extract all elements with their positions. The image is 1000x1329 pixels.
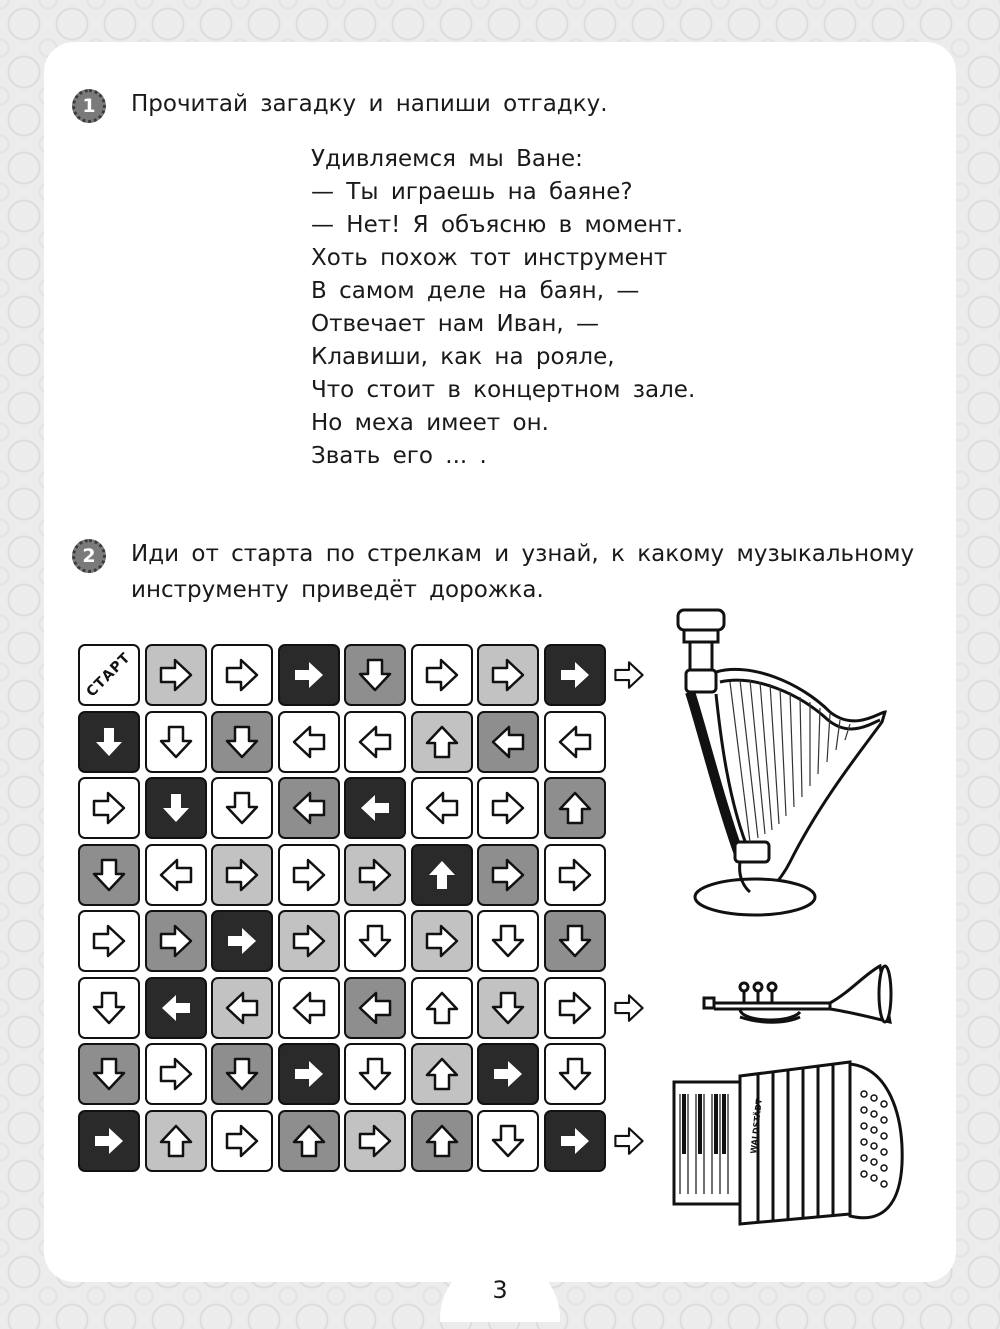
arrow-up-icon bbox=[422, 855, 462, 895]
arrow-cell bbox=[411, 844, 473, 906]
arrow-up-icon bbox=[422, 1054, 462, 1094]
arrow-cell bbox=[278, 777, 340, 839]
arrow-cell bbox=[544, 1043, 606, 1105]
arrow-right-icon bbox=[89, 788, 129, 828]
poem-line: Отвечает нам Иван, — bbox=[311, 311, 600, 337]
arrow-cell bbox=[211, 644, 273, 706]
poem-line: В самом деле на баян, — bbox=[311, 278, 640, 304]
accordion-image bbox=[668, 1054, 908, 1244]
arrow-right-icon bbox=[89, 921, 129, 961]
arrow-cell bbox=[477, 844, 539, 906]
arrow-left-icon bbox=[222, 988, 262, 1028]
arrow-cell bbox=[78, 711, 140, 773]
arrow-cell bbox=[278, 644, 340, 706]
arrow-left-icon bbox=[355, 788, 395, 828]
arrow-cell bbox=[145, 977, 207, 1039]
arrow-cell bbox=[544, 777, 606, 839]
arrow-cell bbox=[344, 1043, 406, 1105]
arrow-right-icon bbox=[355, 1121, 395, 1161]
arrow-left-icon bbox=[555, 722, 595, 762]
arrow-up-icon bbox=[422, 988, 462, 1028]
arrow-down-icon bbox=[89, 722, 129, 762]
arrow-cell bbox=[411, 977, 473, 1039]
arrow-cell bbox=[78, 977, 140, 1039]
arrow-down-icon bbox=[488, 988, 528, 1028]
poem-line: Что стоит в концертном зале. bbox=[311, 377, 696, 403]
arrow-cell bbox=[544, 910, 606, 972]
arrow-cell bbox=[344, 1110, 406, 1172]
arrow-down-icon bbox=[488, 921, 528, 961]
poem-line: Звать его ... . bbox=[311, 443, 487, 469]
arrow-cell bbox=[145, 1043, 207, 1105]
arrow-down-icon bbox=[355, 921, 395, 961]
poem-line: Удивляемся мы Ване: bbox=[311, 146, 583, 172]
arrow-cell bbox=[145, 844, 207, 906]
task-1-badge: 1 bbox=[72, 89, 106, 123]
arrow-cell bbox=[211, 910, 273, 972]
arrow-right-icon bbox=[156, 921, 196, 961]
arrow-cell bbox=[211, 777, 273, 839]
arrow-cell bbox=[477, 711, 539, 773]
arrow-cell bbox=[477, 977, 539, 1039]
arrow-right-icon bbox=[488, 855, 528, 895]
arrow-cell bbox=[344, 977, 406, 1039]
arrow-right-icon bbox=[289, 855, 329, 895]
arrow-cell bbox=[145, 1110, 207, 1172]
arrow-cell bbox=[145, 711, 207, 773]
riddle-poem bbox=[311, 143, 695, 473]
task-2-instruction-line: инструменту приведёт дорожка. bbox=[131, 577, 544, 603]
arrow-left-icon bbox=[289, 722, 329, 762]
arrow-left-icon bbox=[355, 988, 395, 1028]
arrow-right-icon bbox=[555, 655, 595, 695]
arrow-down-icon bbox=[89, 988, 129, 1028]
arrow-right-icon bbox=[488, 788, 528, 828]
task-2-instruction-line: Иди от старта по стрелкам и узнай, к какому музыкальному bbox=[131, 541, 915, 567]
arrow-down-icon bbox=[355, 655, 395, 695]
arrow-right-icon bbox=[289, 655, 329, 695]
arrow-cell bbox=[278, 844, 340, 906]
arrow-cell bbox=[344, 910, 406, 972]
arrow-up-icon bbox=[555, 788, 595, 828]
arrow-cell bbox=[411, 777, 473, 839]
arrow-up-icon bbox=[289, 1121, 329, 1161]
poem-line: — Нет! Я объясню в момент. bbox=[311, 212, 684, 238]
task-1-instruction: Прочитай загадку и напиши отгадку. bbox=[131, 91, 608, 117]
exit-arrow-icon bbox=[612, 658, 646, 692]
arrow-cell bbox=[411, 1043, 473, 1105]
arrow-right-icon bbox=[555, 1121, 595, 1161]
arrow-left-icon bbox=[289, 988, 329, 1028]
arrow-right-icon bbox=[222, 1121, 262, 1161]
arrow-cell bbox=[477, 1043, 539, 1105]
arrow-cell bbox=[78, 777, 140, 839]
start-cell bbox=[78, 644, 140, 706]
arrow-cell bbox=[211, 1110, 273, 1172]
exit-arrow-icon bbox=[612, 991, 646, 1025]
arrow-left-icon bbox=[289, 788, 329, 828]
arrow-cell bbox=[78, 1110, 140, 1172]
arrow-right-icon bbox=[156, 1054, 196, 1094]
arrow-right-icon bbox=[422, 921, 462, 961]
arrow-left-icon bbox=[422, 788, 462, 828]
arrow-cell bbox=[477, 1110, 539, 1172]
poem-line: Клавиши, как на рояле, bbox=[311, 344, 615, 370]
arrow-down-icon bbox=[555, 921, 595, 961]
arrow-right-icon bbox=[488, 1054, 528, 1094]
arrow-cell bbox=[145, 910, 207, 972]
arrow-right-icon bbox=[422, 655, 462, 695]
arrow-cell bbox=[78, 1043, 140, 1105]
arrow-cell bbox=[211, 844, 273, 906]
arrow-right-icon bbox=[555, 988, 595, 1028]
arrow-down-icon bbox=[89, 855, 129, 895]
arrow-cell bbox=[477, 644, 539, 706]
start-label: СТАРТ bbox=[83, 649, 135, 701]
arrow-cell bbox=[411, 910, 473, 972]
arrow-cell bbox=[344, 711, 406, 773]
arrow-cell bbox=[411, 1110, 473, 1172]
arrow-right-icon bbox=[289, 1054, 329, 1094]
arrow-cell bbox=[211, 711, 273, 773]
accordion-brand: WALDSTÄDT bbox=[749, 1098, 764, 1155]
arrow-cell bbox=[344, 844, 406, 906]
arrow-cell bbox=[544, 1110, 606, 1172]
poem-line: — Ты играешь на баяне? bbox=[311, 179, 633, 205]
arrow-cell bbox=[278, 1043, 340, 1105]
arrow-cell bbox=[78, 844, 140, 906]
arrow-right-icon bbox=[355, 855, 395, 895]
arrow-right-icon bbox=[289, 921, 329, 961]
task-2-instruction bbox=[131, 536, 914, 608]
arrow-up-icon bbox=[422, 722, 462, 762]
arrow-left-icon bbox=[488, 722, 528, 762]
arrow-right-icon bbox=[488, 655, 528, 695]
arrow-down-icon bbox=[222, 722, 262, 762]
arrow-cell bbox=[278, 1110, 340, 1172]
arrow-cell bbox=[477, 910, 539, 972]
exit-arrow-icon bbox=[612, 1124, 646, 1158]
arrow-cell bbox=[278, 910, 340, 972]
arrow-right-icon bbox=[555, 855, 595, 895]
arrow-down-icon bbox=[156, 788, 196, 828]
arrow-down-icon bbox=[355, 1054, 395, 1094]
arrow-down-icon bbox=[488, 1121, 528, 1161]
arrow-cell bbox=[411, 644, 473, 706]
arrow-cell bbox=[477, 777, 539, 839]
arrow-right-icon bbox=[156, 655, 196, 695]
arrow-cell bbox=[344, 777, 406, 839]
arrow-cell bbox=[145, 644, 207, 706]
trumpet-image bbox=[700, 962, 895, 1032]
arrow-up-icon bbox=[156, 1121, 196, 1161]
arrow-left-icon bbox=[355, 722, 395, 762]
poem-line: Но меха имеет он. bbox=[311, 410, 549, 436]
arrow-cell bbox=[278, 977, 340, 1039]
arrow-left-icon bbox=[156, 988, 196, 1028]
arrow-down-icon bbox=[222, 788, 262, 828]
arrow-cell bbox=[411, 711, 473, 773]
arrow-cell bbox=[544, 711, 606, 773]
arrow-down-icon bbox=[156, 722, 196, 762]
arrow-cell bbox=[78, 910, 140, 972]
arrow-up-icon bbox=[422, 1121, 462, 1161]
arrow-right-icon bbox=[222, 855, 262, 895]
page-number: 3 bbox=[440, 1258, 560, 1322]
arrow-right-icon bbox=[89, 1121, 129, 1161]
arrow-right-icon bbox=[222, 921, 262, 961]
arrow-cell bbox=[145, 777, 207, 839]
harp-image bbox=[660, 602, 890, 922]
arrow-cell bbox=[211, 1043, 273, 1105]
arrow-down-icon bbox=[89, 1054, 129, 1094]
arrow-down-icon bbox=[555, 1054, 595, 1094]
arrow-left-icon bbox=[156, 855, 196, 895]
task-2-badge: 2 bbox=[72, 539, 106, 573]
arrow-right-icon bbox=[222, 655, 262, 695]
arrow-cell bbox=[211, 977, 273, 1039]
arrow-down-icon bbox=[222, 1054, 262, 1094]
arrow-cell bbox=[544, 844, 606, 906]
arrow-cell bbox=[544, 644, 606, 706]
arrow-cell bbox=[344, 644, 406, 706]
arrow-cell bbox=[544, 977, 606, 1039]
poem-line: Хоть похож тот инструмент bbox=[311, 245, 668, 271]
arrow-cell bbox=[278, 711, 340, 773]
